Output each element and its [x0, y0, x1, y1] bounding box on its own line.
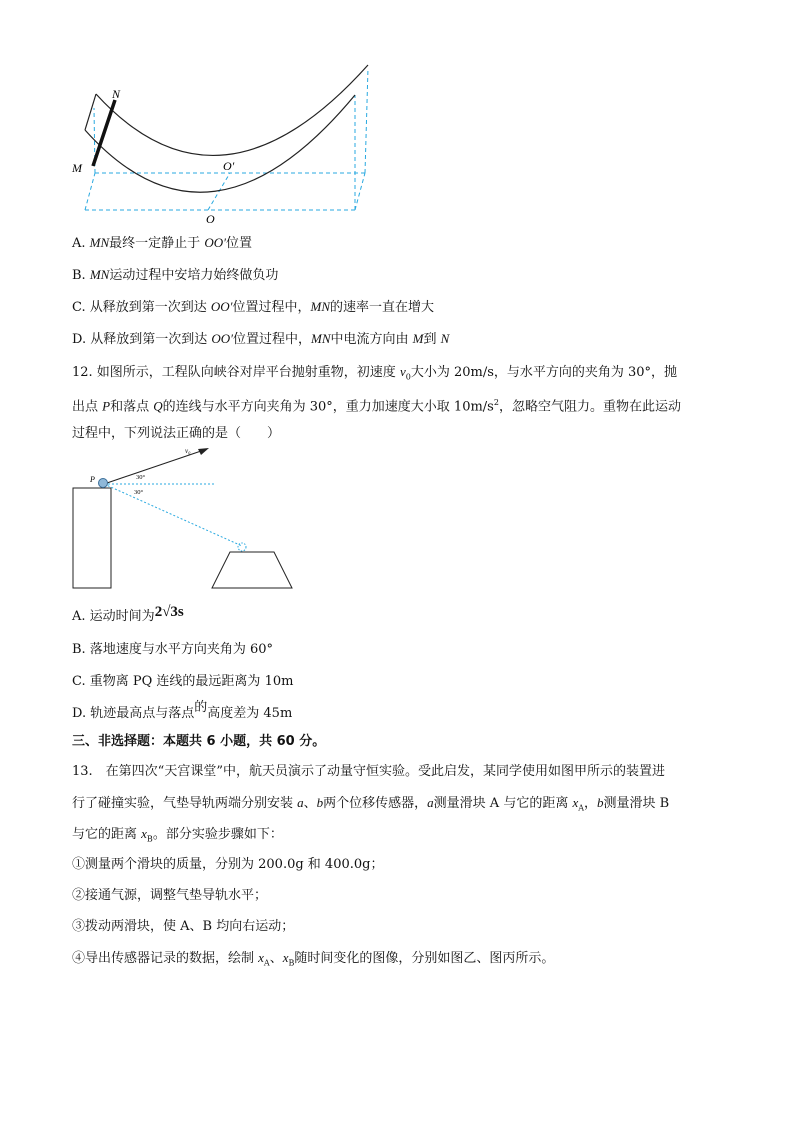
pq-line [104, 484, 242, 546]
rail-front [85, 95, 355, 192]
section-title: 三、非选择题：本题共 6 小题，共 60 分。 [72, 734, 326, 749]
label-p: P [90, 475, 95, 484]
q13-stem-line1: 13. 在第四次“天宫课堂”中，航天员演示了动量守恒实验。受此启发，某同学使用如图甲所示的装置进 [72, 764, 665, 779]
q13-step-2: ②接通气源，调整气垫导轨水平； [72, 888, 268, 903]
q12-option-c: C. 重物离 PQ 连线的最远距离为 10m [72, 674, 294, 689]
q11-option-b: B. MN运动过程中安培力始终做负功 [72, 267, 279, 283]
right-platform [212, 552, 292, 588]
q13-step-4: ④导出传感器记录的数据，绘制 $x_A$、$x_B$随时间变化的图像，分别如图乙、图丙所示。 [72, 950, 555, 968]
angle-label-lower: 30° [134, 489, 144, 496]
ball-p [99, 479, 108, 488]
q12-option-a: A. 运动时间为2√3s [72, 604, 184, 624]
label-o-prime: O′ [223, 159, 235, 173]
q12-option-d: D. 轨迹最高点与落点的高度差为 45m [72, 700, 293, 721]
q12-stem-line1: 12. 如图所示，工程队向峡谷对岸平台抛射重物，初速度 $v_0$大小为 20m/s，与水平方向的夹角为 30°，抛 [72, 364, 678, 382]
q11-option-d: D. 从释放到第一次到达 OO′位置过程中，MN中电流方向由 M到 N [72, 331, 450, 347]
q11-option-c: C. 从释放到第一次到达 OO′位置过程中，MN的速率一直在增大 [72, 299, 435, 315]
q11-option-a: A. MN最终一定静止于 OO′位置 [72, 235, 252, 251]
rail-figure [70, 60, 380, 230]
q13-stem-line2: 行了碰撞实验，气垫导轨两端分别安装 a、b两个位移传感器，a测量滑块 A 与它的距离 $x_A$，b测量滑块 B [72, 795, 670, 813]
q12-stem-line3: 过程中，下列说法正确的是（ ） [72, 426, 281, 441]
landing-point-q [238, 543, 246, 551]
q13-stem-line3: 与它的距离 $x_B$。部分实验步骤如下： [72, 826, 283, 844]
q12-stem-line2: 出点 P和落点 Q的连线与水平方向夹角为 30°，重力加速度大小取 $10m/s^2$，忽略空气阻力。重物在此运动 [72, 398, 681, 415]
q12-option-b: B. 落地速度与水平方向夹角为 60° [72, 642, 274, 657]
velocity-arrow [104, 450, 204, 484]
q13-step-1: ①测量两个滑块的质量，分别为 200.0g 和 400.0g； [72, 857, 384, 872]
formula-2sqrt3s: 2√3s [154, 604, 184, 620]
angle-label-upper: 30° [136, 474, 146, 481]
label-o: O [206, 212, 215, 226]
q13-step-3: ③拨动两滑块，使 A、B 均向右运动； [72, 919, 295, 934]
projectile-figure [70, 442, 300, 592]
label-m: M [72, 161, 82, 175]
rail-back [96, 65, 368, 155]
left-cliff [73, 488, 111, 588]
label-n: N [112, 87, 121, 101]
label-v0: v₀ [185, 447, 191, 455]
